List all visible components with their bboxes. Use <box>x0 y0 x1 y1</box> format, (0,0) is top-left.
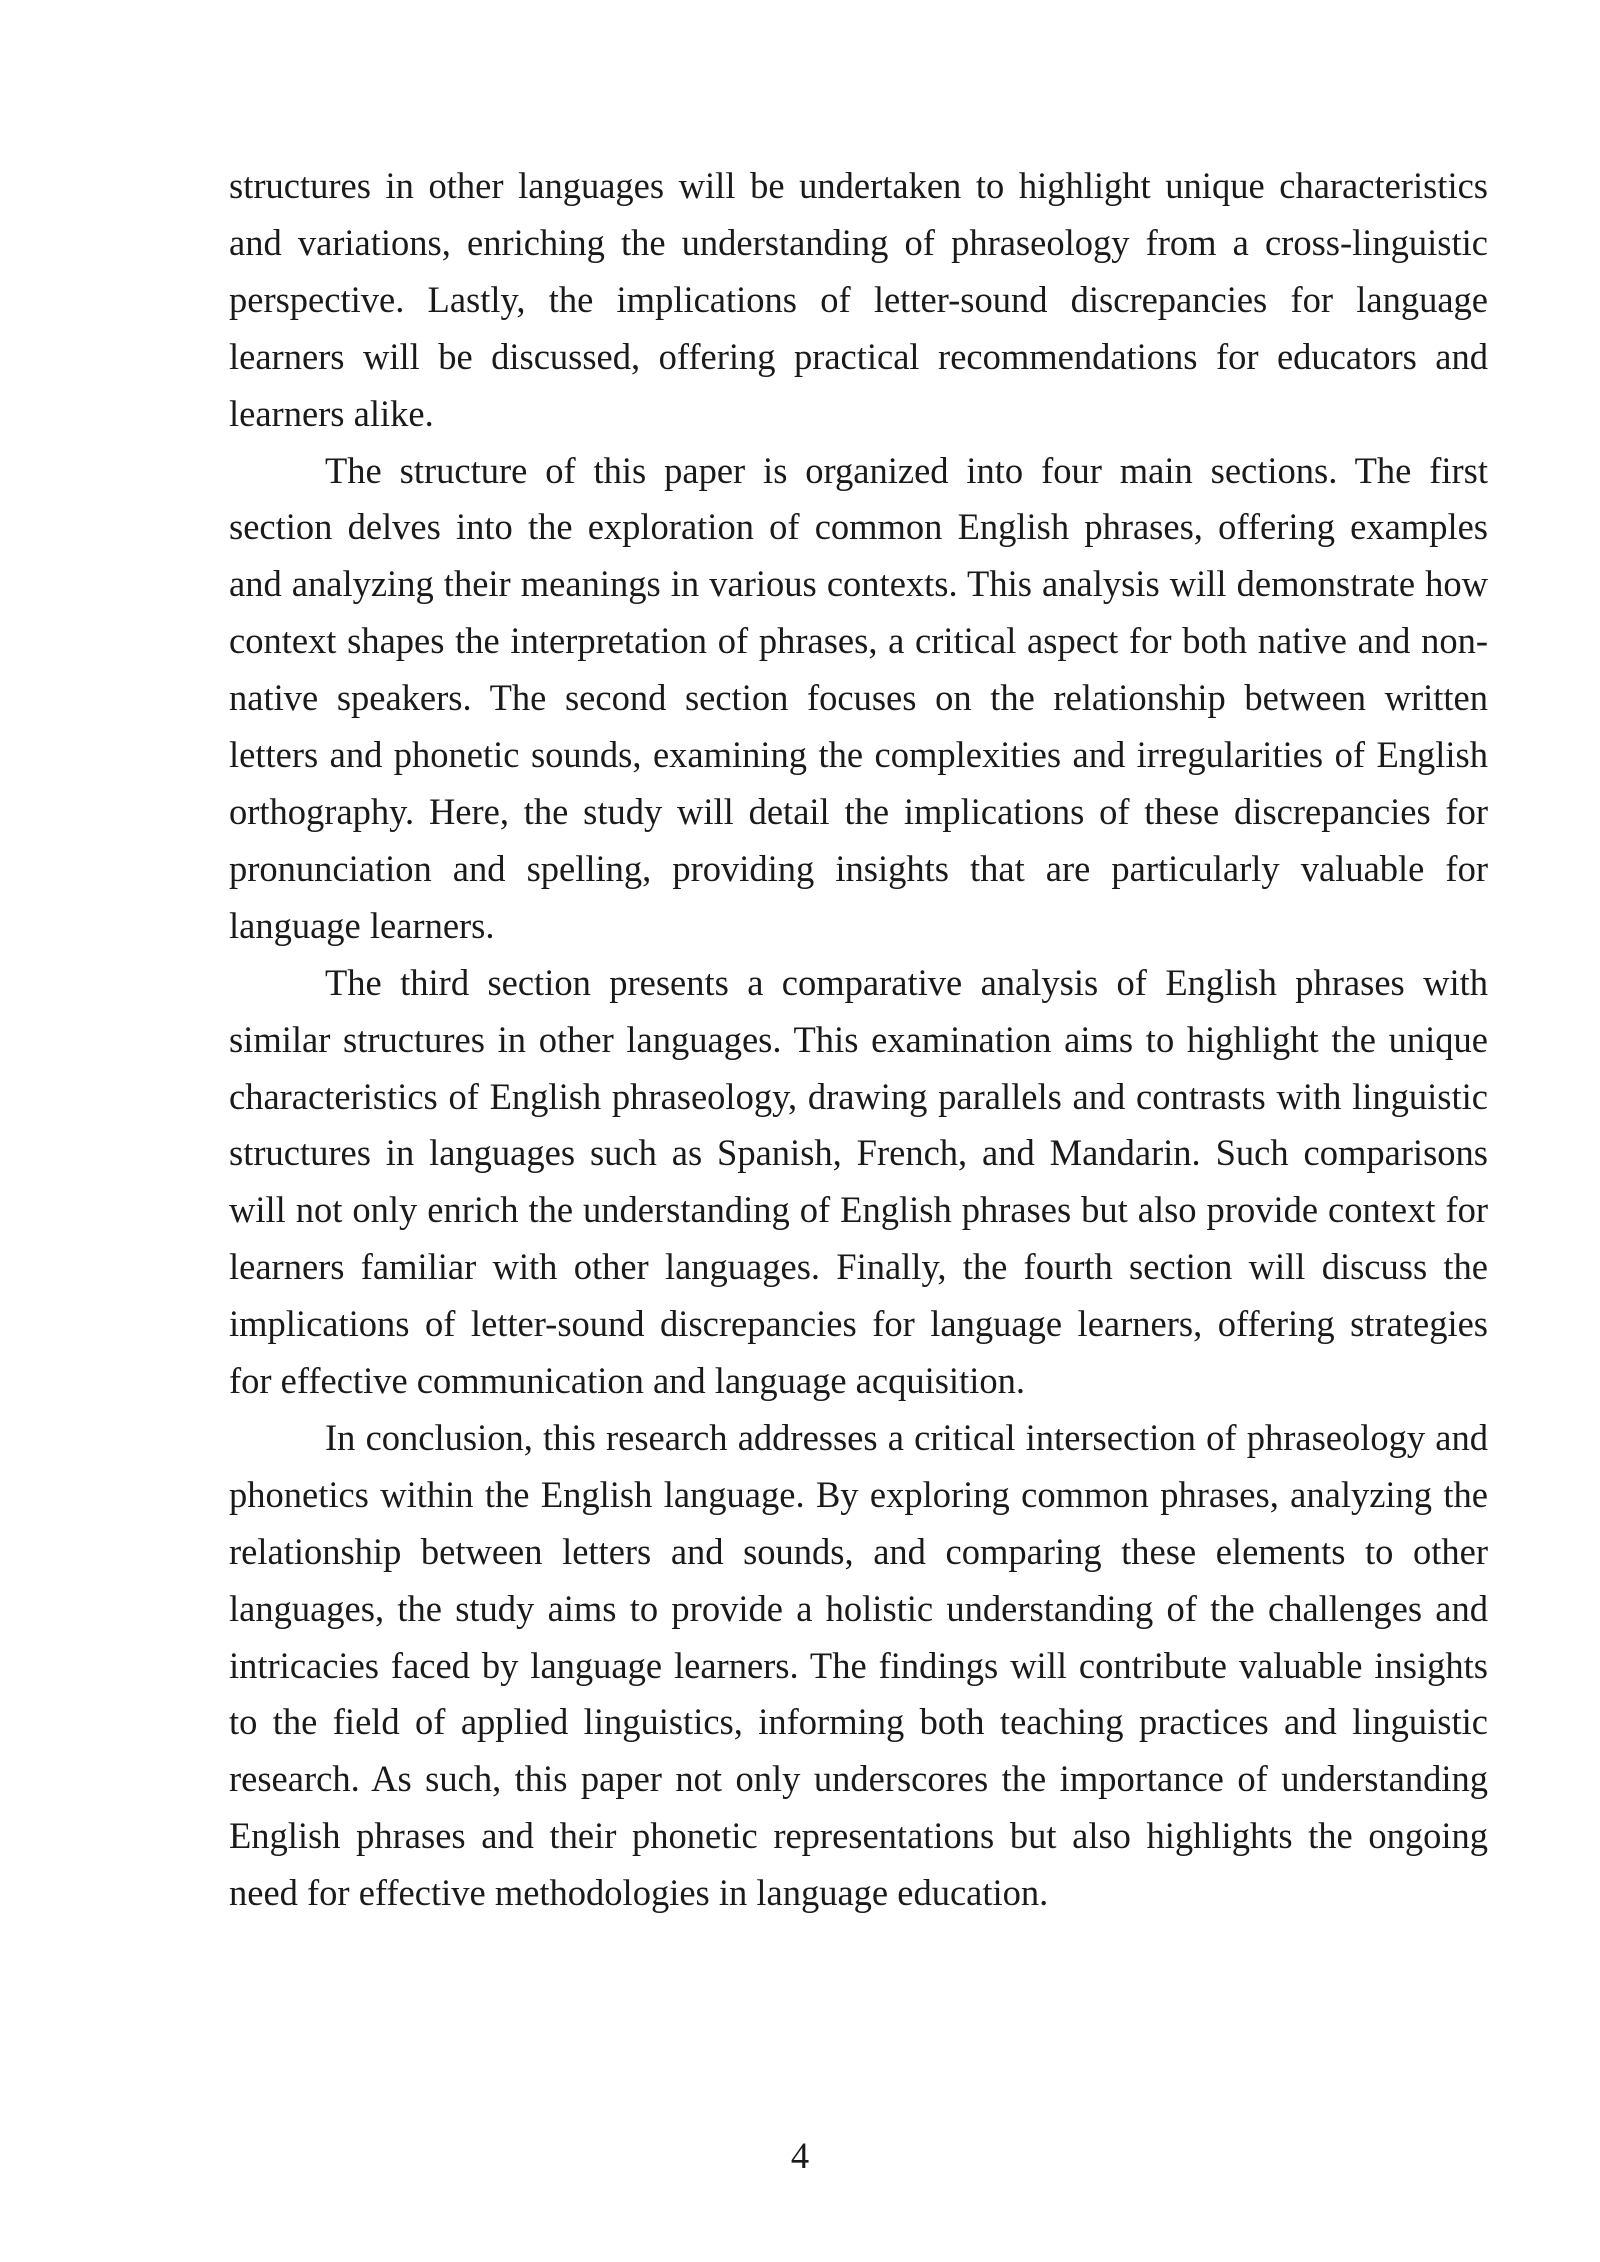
body-text <box>229 158 1488 1922</box>
paragraph-3: The third section presents a comparative analysis of English phrases with similar structures in other languages. This examination aims to highlight the unique characteristics of English phraseology, drawing parallels and contrasts with linguistic structures in languages such as Spanish, French, and Mandarin. Such comparisons will not only enrich the understanding of English phrases but also provide context for learners familiar with other languages. Finally, the fourth section will discuss the implications of letter-sound discrepancies for language learners, offering strategies for effective communication and language acquisition. <box>229 961 1488 1402</box>
paragraph-2: The structure of this paper is organized into four main sections. The first section delves into the exploration of common English phrases, offering examples and analyzing their meanings in various contexts. This analysis will demonstrate how context shapes the interpretation of phrases, a critical aspect for both native and non-native speakers. The second section focuses on the relationship between written letters and phonetic sounds, examining the complexities and irregularities of English orthography. Here, the study will detail the implications of these discrepancies for pronunciation and spelling, providing insights that are particularly valuable for language learners. <box>229 449 1488 946</box>
paragraph-4: In conclusion, this research addresses a critical intersection of phraseology and phonetics within the English language. By exploring common phrases, analyzing the relationship between letters and sounds, and comparing these elements to other languages, the study aims to provide a holistic understanding of the challenges and intricacies faced by language learners. The findings will contribute valuable insights to the field of applied linguistics, informing both teaching practices and linguistic research. As such, this paper not only underscores the importance of understanding English phrases and their phonetic representations but also highlights the ongoing need for effective methodologies in language education. <box>229 1416 1488 1914</box>
paragraph-1: structures in other languages will be undertaken to highlight unique characteristics and variations, enriching the understanding of phraseology from a cross-linguistic perspective. Lastly, the implications of letter-sound discrepancies for language learners will be discussed, offering practical recommendations for educators and learners alike. <box>229 165 1488 434</box>
page-number: 4 <box>790 2135 810 2176</box>
